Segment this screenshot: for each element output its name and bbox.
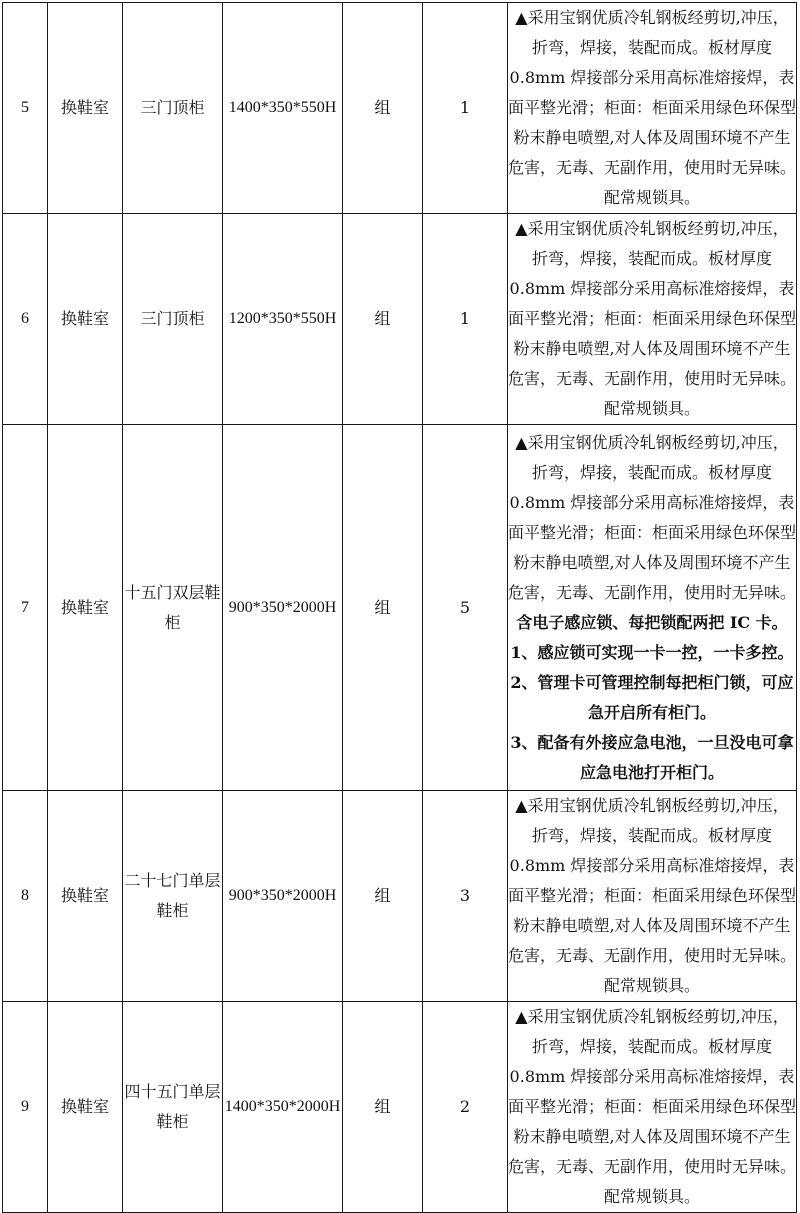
item-name-cell: 三门顶柜 (123, 214, 223, 425)
description-cell: ▲采用宝钢优质冷轧钢板经剪切,冲压，折弯，焊接，装配而成。板材厚度 0.8mm 焊接部分采用高标准熔接焊，表面平整光滑；柜面：柜面采用绿色环保型粉末静电喷塑,对人体及周围环境不产生危害，无毒、无副作用，使用时无异味。配常规锁具。 (508, 791, 797, 1002)
unit-cell: 组 (343, 214, 423, 425)
item-name-cell: 三门顶柜 (123, 3, 223, 214)
room-cell: 换鞋室 (48, 1002, 123, 1213)
unit-cell: 组 (343, 791, 423, 1002)
description-cell (508, 425, 797, 791)
spec-cell: 900*350*2000H (223, 425, 343, 791)
room-cell: 换鞋室 (48, 3, 123, 214)
unit-cell: 组 (343, 3, 423, 214)
description-lock-features: 含电子感应锁、每把锁配两把 IC 卡。1、感应锁可实现一卡一控，一卡多控。 (510, 612, 794, 662)
equipment-spec-table (2, 2, 797, 1213)
unit-cell: 组 (343, 425, 423, 791)
spec-cell: 900*350*2000H (223, 791, 343, 1002)
table-row (3, 3, 797, 214)
description-cell: ▲采用宝钢优质冷轧钢板经剪切,冲压，折弯，焊接，装配而成。板材厚度 0.8mm 焊接部分采用高标准熔接焊，表面平整光滑；柜面：柜面采用绿色环保型粉末静电喷塑,对人体及周围环境不产生危害，无毒、无副作用，使用时无异味。配常规锁具。 (508, 3, 797, 214)
quantity-cell: 3 (423, 791, 508, 1002)
spec-cell: 1400*350*2000H (223, 1002, 343, 1213)
unit-cell: 组 (343, 1002, 423, 1213)
spec-cell: 1400*350*550H (223, 3, 343, 214)
row-number: 5 (3, 3, 48, 214)
row-number: 9 (3, 1002, 48, 1213)
item-name-cell: 十五门双层鞋柜 (123, 425, 223, 791)
row-number: 7 (3, 425, 48, 791)
row-number: 8 (3, 791, 48, 1002)
table-row (3, 214, 797, 425)
quantity-cell: 2 (423, 1002, 508, 1213)
item-name-cell: 二十七门单层鞋柜 (123, 791, 223, 1002)
description-emergency-battery: 3、配备有外接应急电池，一旦没电可拿应急电池打开柜门。 (510, 732, 794, 782)
quantity-cell: 5 (423, 425, 508, 791)
row-number: 6 (3, 214, 48, 425)
description-cell: ▲采用宝钢优质冷轧钢板经剪切,冲压，折弯，焊接，装配而成。板材厚度 0.8mm 焊接部分采用高标准熔接焊，表面平整光滑；柜面：柜面采用绿色环保型粉末静电喷塑,对人体及周围环境不产生危害，无毒、无副作用，使用时无异味。配常规锁具。 (508, 214, 797, 425)
room-cell: 换鞋室 (48, 425, 123, 791)
table-row (3, 791, 797, 1002)
description-cell: ▲采用宝钢优质冷轧钢板经剪切,冲压，折弯，焊接，装配而成。板材厚度 0.8mm 焊接部分采用高标准熔接焊，表面平整光滑；柜面：柜面采用绿色环保型粉末静电喷塑,对人体及周围环境不产生危害，无毒、无副作用，使用时无异味。配常规锁具。 (508, 1002, 797, 1213)
spec-cell: 1200*350*550H (223, 214, 343, 425)
room-cell: 换鞋室 (48, 214, 123, 425)
table-row (3, 1002, 797, 1213)
item-name-cell: 四十五门单层鞋柜 (123, 1002, 223, 1213)
room-cell: 换鞋室 (48, 791, 123, 1002)
description-text: ▲采用宝钢优质冷轧钢板经剪切,冲压，折弯，焊接，装配而成。板材厚度 0.8mm 焊接部分采用高标准熔接焊，表面平整光滑；柜面：柜面采用绿色环保型粉末静电喷塑,对人体及周围环境不产生危害，无毒、无副作用，使用时无异味。 (508, 432, 797, 602)
table-row (3, 425, 797, 791)
description-management-card: 2、管理卡可管理控制每把柜门锁，可应急开启所有柜门。 (510, 672, 794, 722)
quantity-cell: 1 (423, 3, 508, 214)
quantity-cell: 1 (423, 214, 508, 425)
